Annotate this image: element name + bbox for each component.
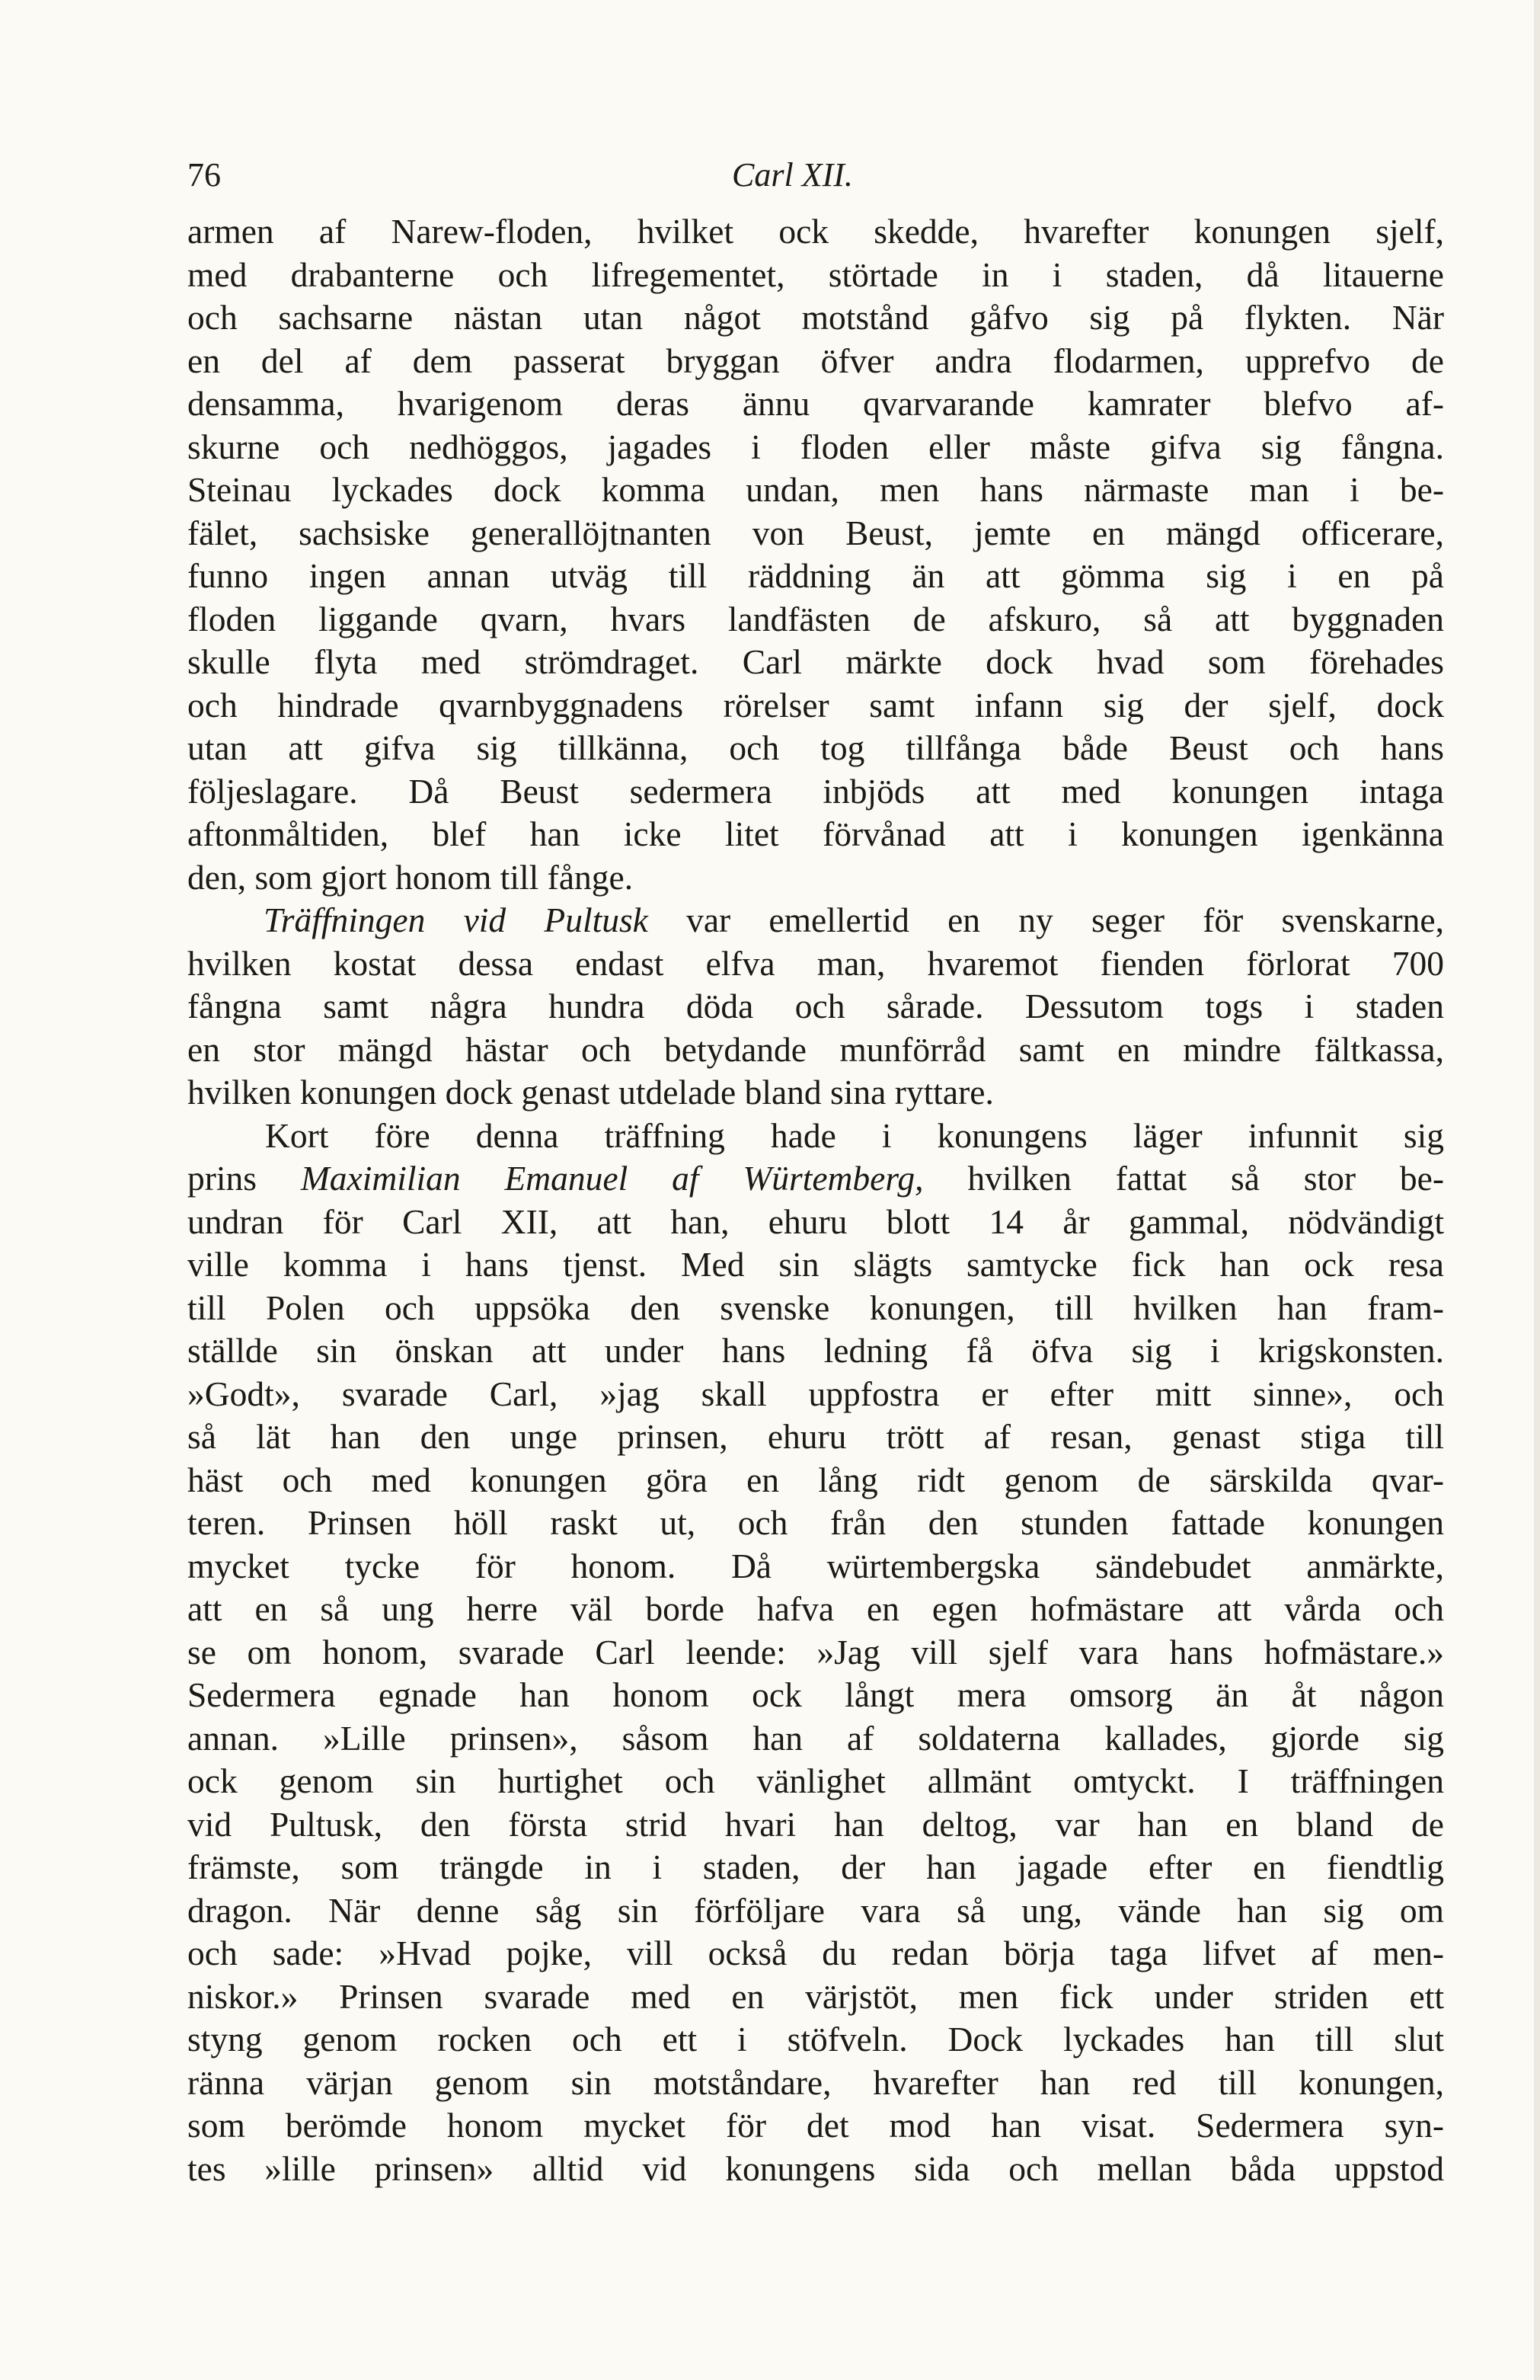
text-line: styng genom rocken och ett i stöfveln. Dock lyckades han till slut bbox=[187, 2020, 1444, 2059]
text-line: och sachsarne nästan utan något motstånd gåfvo sig på flykten. När bbox=[187, 298, 1444, 337]
text-line: aftonmåltiden, blef han icke litet förvånad att i konungen igenkänna bbox=[187, 814, 1444, 853]
text-line: armen af Narew-floden, hvilket ock skedde, hvarefter konungen sjelf, bbox=[187, 212, 1444, 251]
text-line: Träffningen vid Pultusk var emellertid en ny seger för svenskarne, bbox=[264, 900, 1444, 939]
text-line: en del af dem passerat bryggan öfver andra flodarmen, upprefvo de bbox=[187, 341, 1444, 380]
text-line: ställde sin önskan att under hans ledning få öfva sig i krigskonsten. bbox=[187, 1331, 1444, 1370]
text-line: och hindrade qvarnbyggnadens rörelser samt infann sig der sjelf, dock bbox=[187, 685, 1444, 725]
text-line: som berömde honom mycket för det mod han visat. Sedermera syn- bbox=[187, 2106, 1444, 2145]
text-line: utan att gifva sig tillkänna, och tog tillfånga både Beust och hans bbox=[187, 728, 1444, 767]
text-line: ock genom sin hurtighet och vänlighet allmänt omtyckt. I träffningen bbox=[187, 1761, 1444, 1800]
text-line: och sade: »Hvad pojke, vill också du redan börja taga lifvet af men- bbox=[187, 1934, 1444, 1972]
text-line: ville komma i hans tjenst. Med sin slägts samtycke fick han ock resa bbox=[187, 1245, 1444, 1284]
text-line: dragon. När denne såg sin förföljare vara så ung, vände han sig om bbox=[187, 1890, 1444, 1930]
text-line: undran för Carl XII, att han, ehuru blott 14 år gammal, nödvändigt bbox=[187, 1201, 1444, 1241]
text-line: vid Pultusk, den första strid hvari han deltog, var han en bland de bbox=[187, 1804, 1444, 1844]
text-line: skulle flyta med strömdraget. Carl märkte dock hvad som förehades bbox=[187, 642, 1444, 681]
text-line: hvilken kostat dessa endast elfva man, hvaremot fienden förlorat 700 bbox=[187, 943, 1444, 983]
text-line: att en så ung herre väl borde hafva en egen hofmästare att vårda och bbox=[187, 1589, 1444, 1628]
text-line: annan. »Lille prinsen», såsom han af soldaterna kallades, gjorde sig bbox=[187, 1718, 1444, 1758]
text-line: densamma, hvarigenom deras ännu qvarvarande kamrater blefvo af- bbox=[187, 384, 1444, 423]
body-text bbox=[187, 210, 1444, 2190]
text-line: en stor mängd hästar och betydande munförråd samt en mindre fältkassa, bbox=[187, 1029, 1444, 1069]
text-line: fälet, sachsiske generallöjtnanten von Beust, jemte en mängd officerare, bbox=[187, 513, 1444, 552]
text-line: prins Maximilian Emanuel af Würtemberg, hvilken fattat så stor be- bbox=[187, 1159, 1445, 1198]
text-line: så lät han den unge prinsen, ehuru trött af resan, genast stiga till bbox=[187, 1417, 1444, 1456]
text-line: fångna samt några hundra döda och sårade. Dessutom togs i staden bbox=[187, 987, 1444, 1025]
text-line: se om honom, svarade Carl leende: »Jag vill sjelf vara hans hofmästare.» bbox=[187, 1632, 1444, 1671]
text-line: till Polen och uppsöka den svenske konungen, till hvilken han fram- bbox=[187, 1288, 1444, 1327]
running-head: Carl XII. bbox=[732, 156, 853, 194]
text-line: häst och med konungen göra en lång ridt genom de särskilda qvar- bbox=[187, 1460, 1444, 1499]
text-line: med drabanterne och lifregementet, störtade in i staden, då litauerne bbox=[187, 254, 1444, 294]
text-line: floden liggande qvarn, hvars landfästen de afskuro, så att byggnaden bbox=[187, 599, 1444, 638]
text-line: teren. Prinsen höll raskt ut, och från den stunden fattade konungen bbox=[187, 1503, 1444, 1542]
text-line: tes »lille prinsen» alltid vid konungens sida och mellan båda uppstod bbox=[187, 2148, 1444, 2188]
text-line: »Godt», svarade Carl, »jag skall uppfostra er efter mitt sinne», och bbox=[187, 1374, 1444, 1413]
italic-name: Maximilian Emanuel af Würtemberg, bbox=[300, 1159, 924, 1198]
text-line: Kort före denna träffning hade i konungens läger infunnit sig bbox=[265, 1115, 1444, 1155]
text-line: ränna värjan genom sin motståndare, hvarefter han red till konungen, bbox=[187, 2062, 1444, 2102]
text-line: hvilken konungen dock genast utdelade bland sina ryttare. bbox=[187, 1073, 994, 1112]
text-line: Steinau lyckades dock komma undan, men hans närmaste man i be- bbox=[187, 470, 1444, 509]
italic-heading: Träffningen vid Pultusk bbox=[264, 900, 648, 939]
text-line: Sedermera egnade han honom ock långt mera omsorg än åt någon bbox=[187, 1675, 1444, 1714]
text-line: niskor.» Prinsen svarade med en värjstöt, men fick under striden ett bbox=[187, 1976, 1444, 2016]
text-line: följeslagare. Då Beust sedermera inbjöds att med konungen intaga bbox=[187, 771, 1444, 811]
page-number: 76 bbox=[187, 156, 221, 194]
text-line: skurne och nedhöggos, jagades i floden eller måste gifva sig fångna. bbox=[187, 427, 1444, 466]
page-header bbox=[187, 152, 1444, 213]
text-line: den, som gjort honom till fånge. bbox=[187, 857, 634, 897]
text-line: främste, som trängde in i staden, der han jagade efter en fiendtlig bbox=[187, 1847, 1444, 1886]
text-line: mycket tycke för honom. Då würtembergska sändebudet anmärkte, bbox=[187, 1546, 1444, 1585]
text-line: funno ingen annan utväg till räddning än att gömma sig i en på bbox=[187, 556, 1444, 595]
